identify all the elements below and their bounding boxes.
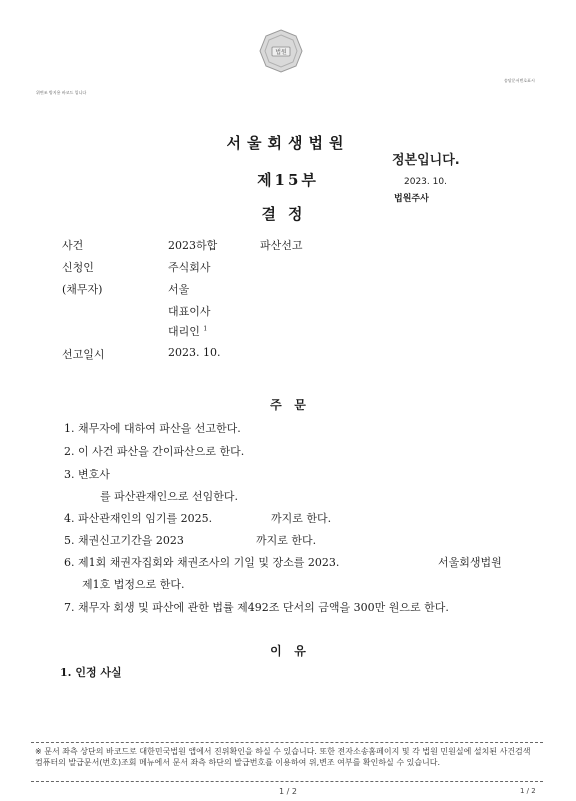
order-item-1: 1. 채무자에 대하여 파산을 선고한다. [64,422,241,435]
order-item-4: 4. 파산관재인의 임기를 2025. [64,512,213,525]
certified-date: 2023. 10. [404,177,447,187]
order-item-2: 2. 이 사건 파산을 간이파산으로 한다. [64,445,245,458]
order-item-5-cont: 까지로 한다. [256,534,317,547]
division: 제15부 [257,171,319,189]
order-item-4-cont: 까지로 한다. [271,512,332,525]
debtor-label: (채무자) [62,283,103,296]
applicant-label: 신청인 [62,261,94,274]
seal-text: 법원 [275,49,287,56]
certified-copy-stamp: 정본입니다. [392,153,460,168]
document-title: 결정 [261,205,315,223]
pronouncement-date: 2023. 10. [168,346,221,359]
page-number-right: 1 / 2 [520,787,536,795]
verification-notice: ※ 문서 좌측 상단의 바코드로 대한민국법원 앱에서 진위확인을 하실 수 있습니다. 또한 전자소송홈페이지 및 각 법원 민원실에 설치된 사건검색 컴퓨터의 발급문서(번호)조회 메뉴에서 문서 좌측 하단의 발급번호를 이용하여 위,변조 여부를 확인하실 수 있습니다. [31,742,543,782]
order-item-3-cont: 를 파산관재인으로 선임한다. [100,490,239,503]
certifying-officer: 법원주사 [394,194,429,204]
reason-subheading: 1. 인정 사실 [60,666,122,679]
page-number: 1 / 2 [279,787,297,796]
order-heading: 주 문 [270,398,306,412]
pronouncement-label: 선고일시 [62,348,105,361]
applicant-value: 주식회사 [168,261,211,274]
order-item-6-cont: 제1호 법정으로 한다. [82,578,185,591]
attorney-text: 대리인 [168,325,200,338]
debtor-address: 서울 [168,283,190,296]
reason-heading: 이 유 [270,644,306,658]
order-item-6: 6. 제1회 채권자집회와 채권조사의 기일 및 장소를 2023. [64,556,340,569]
case-label: 사건 [62,239,84,252]
order-item-5: 5. 채권신고기간을 2023 [64,534,184,547]
order-item-6-place: 서울회생법원 [438,556,502,569]
court-seal-icon [258,28,304,74]
order-item-7: 7. 채무자 회생 및 파산에 관한 법률 제492조 단서의 금액을 300만 원으로 한다. [64,601,449,614]
barcode-note: 위변조 방지용 바코드 입니다 [36,90,87,95]
case-name: 파산선고 [260,239,303,252]
court-name: 서울회생법원 [226,134,350,152]
representative-value: 대표이사 [168,305,211,318]
attorney-value [168,323,207,339]
order-item-3: 3. 변호사 [64,468,110,481]
attorney-footnote: 1 [203,325,208,333]
case-number: 2023하합 [168,239,218,252]
delivery-note: 송달문서번호표시 [504,78,535,83]
